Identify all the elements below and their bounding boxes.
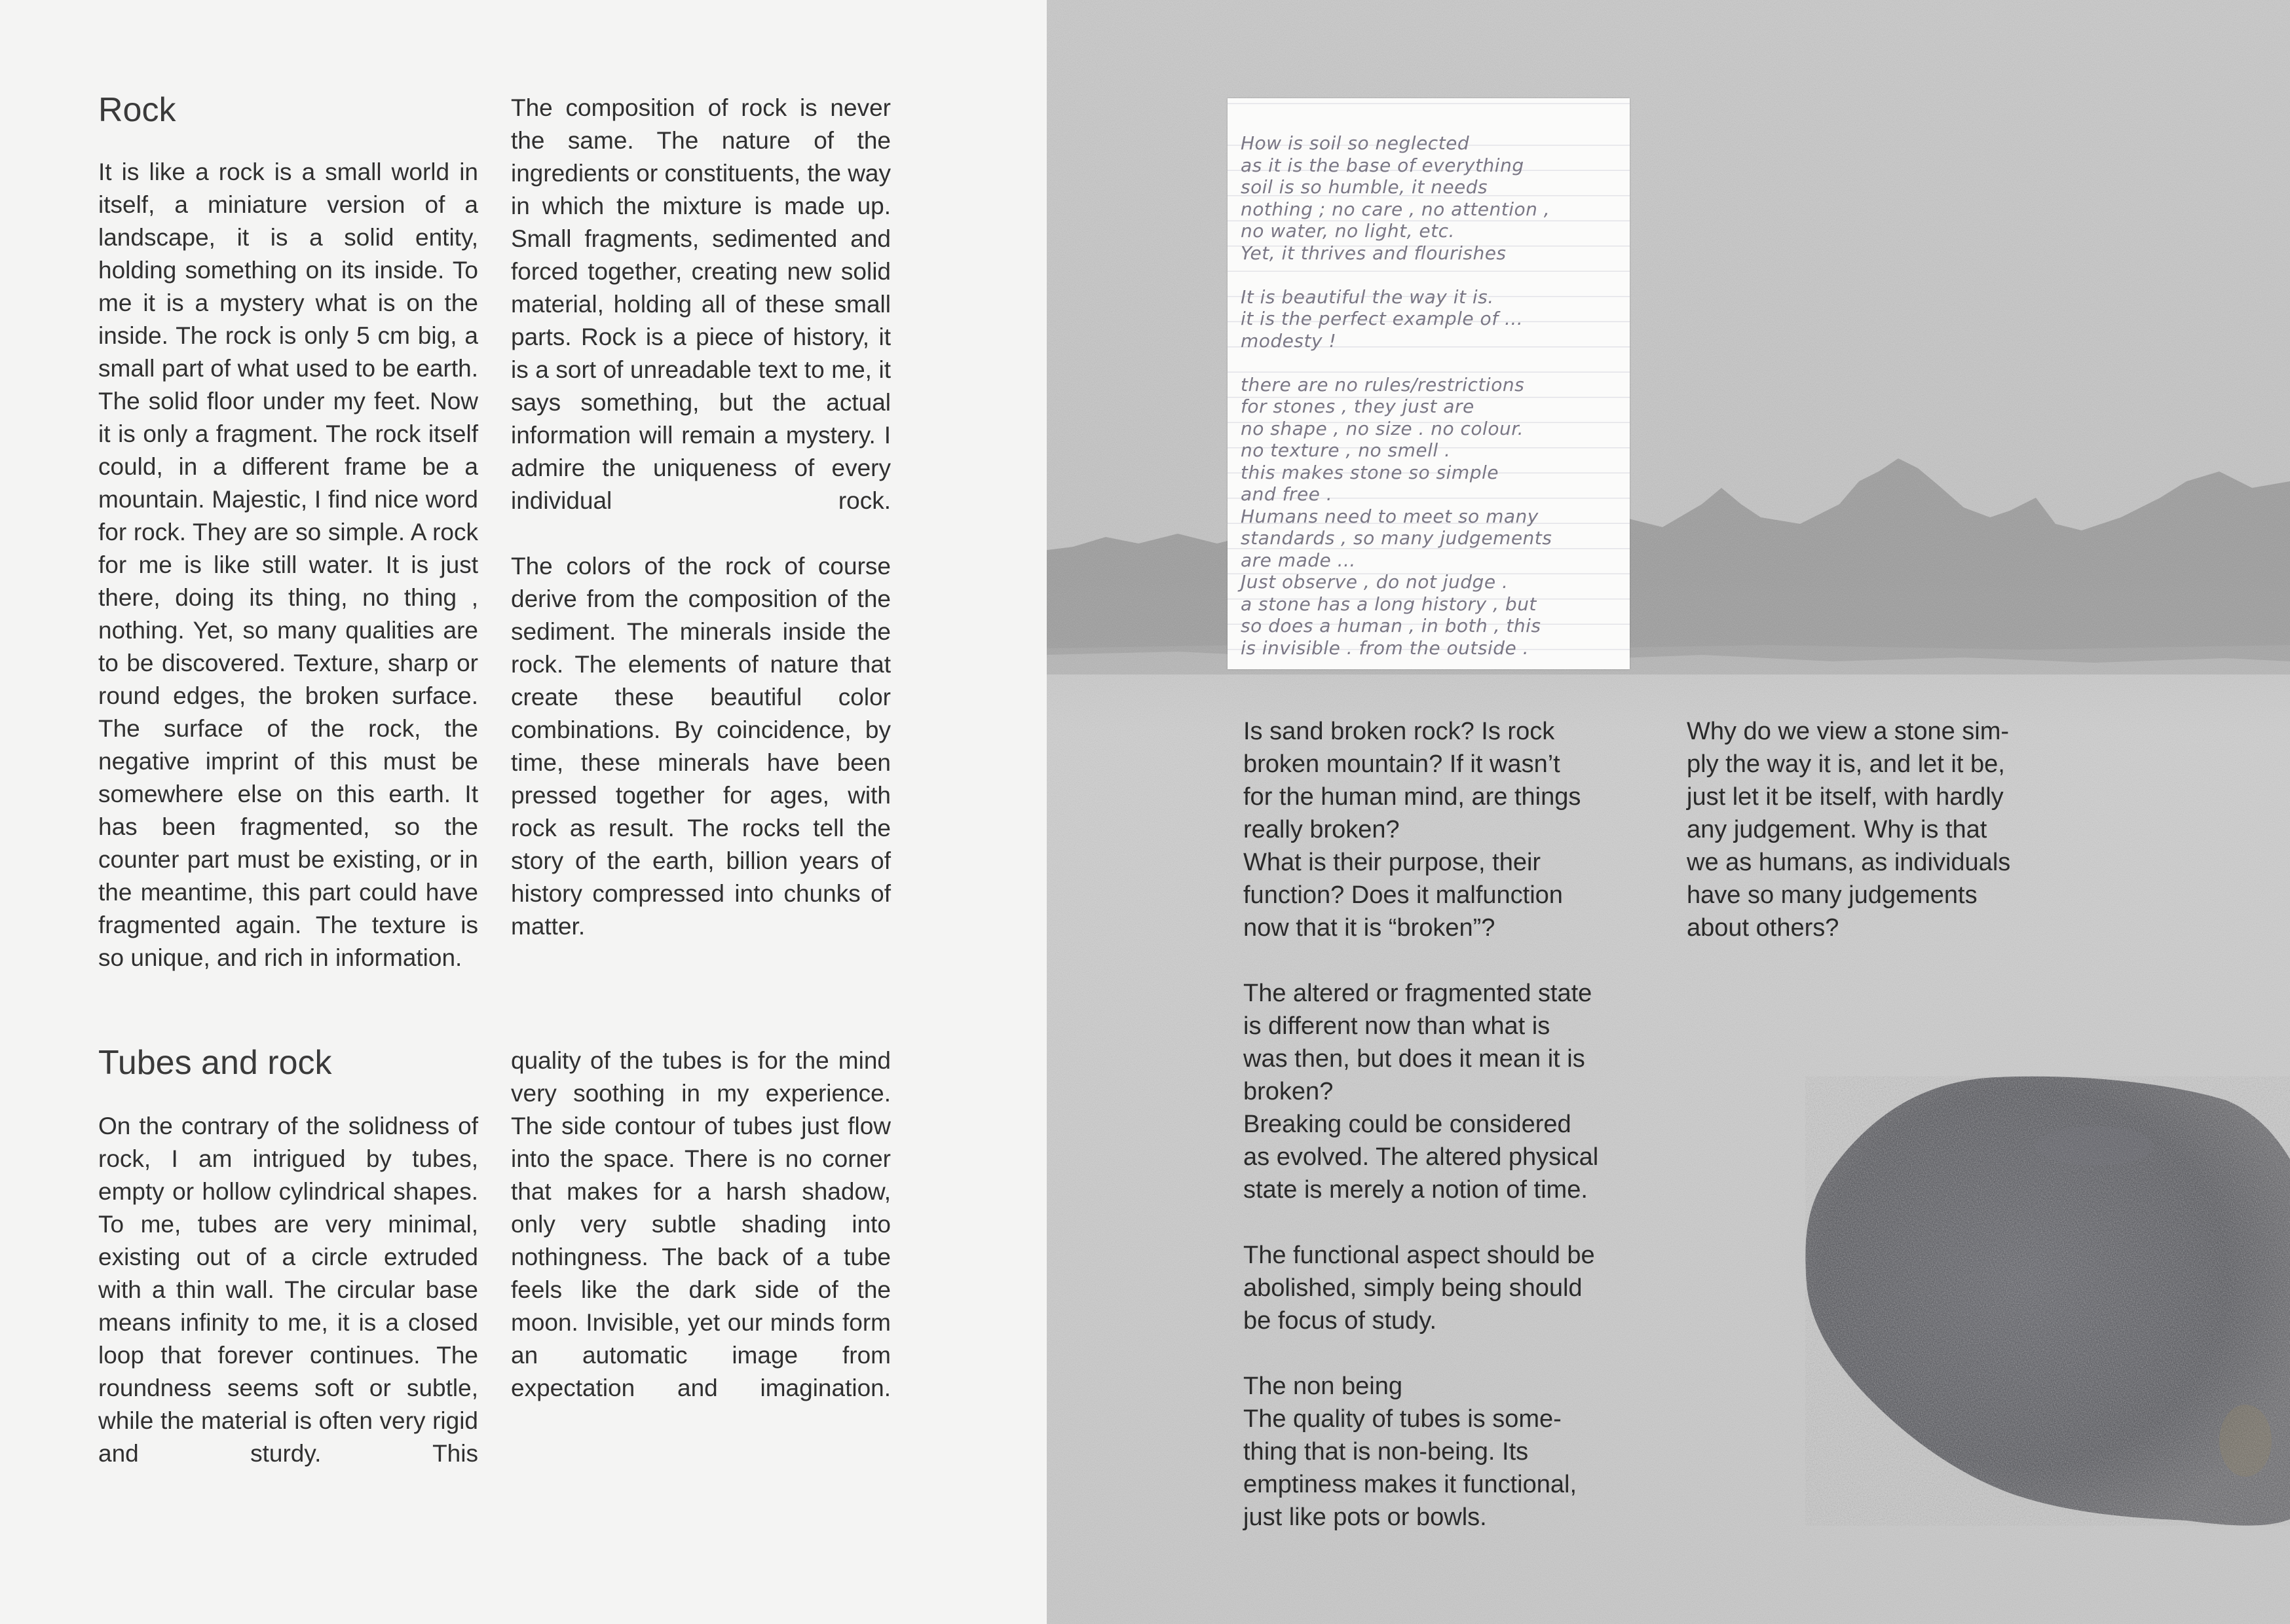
left-page	[0, 0, 1047, 1624]
text-line: just let it be itself, with hardly	[1687, 783, 2004, 811]
functional-aspect-paragraph	[1243, 1239, 1623, 1337]
text-line: emptiness makes it functional,	[1243, 1471, 1577, 1498]
tubes-column-1	[98, 1110, 478, 1470]
note-line: this makes stone so simple	[1241, 461, 1499, 483]
text-line: be focus of study.	[1243, 1307, 1437, 1335]
note-line: How is soil so neglected	[1241, 132, 1470, 154]
rock-col2-p1: The composition of rock is never the same. The nature of the ingredients or constituents, the way in which the mixture is made up. Small fragments, sedimented and forced together, creating new solid material, holding all of these small parts. Rock is a piece of history, it is a sort of unreadable text to me, it says something, but the actual information will remain a mystery. I admire the uniqueness of every individual rock.	[511, 94, 891, 514]
right-column-2	[1687, 715, 2054, 944]
note-line: no shape , no size . no colour.	[1241, 417, 1524, 439]
text-line: The non being	[1243, 1373, 1402, 1400]
note-line: for stones , they just are	[1241, 396, 1474, 417]
rock-col1-text: It is like a rock is a small world in itself, a miniature version of a landscape, it is a solid entity, holding something on its inside. To me it is a mystery what is on the inside. The rock is only 5 cm big, a small part of what used to be earth. The solid floor under my feet. Now it is only a fragment. The rock itself could, in a different frame be a mountain. Majestic, I find nice word for rock. They are so simple. A rock for me is like still water. It is just there, doing its thing, no thing , nothing. Yet, so many qualities are to be discovered. Texture, sharp or round edges, the broken surface. The surface of the rock, the negative imprint of this must be somewhere else on this earth. It has been fragmented, so the counter part must be existing, or in the meantime, this part could have fragmented again. The texture is so unique, and rich in information.	[98, 158, 478, 971]
note-line: Yet, it thrives and flourishes	[1241, 242, 1507, 264]
tubes-column-2	[511, 1044, 891, 1405]
note-line: no texture , no smell .	[1241, 439, 1451, 461]
text-line: about others?	[1687, 914, 1839, 942]
note-line: nothing ; no care , no attention ,	[1241, 198, 1550, 220]
text-line: abolished, simply being should	[1243, 1274, 1583, 1302]
note-line: modesty !	[1241, 329, 1337, 352]
text-line: ply the way it is, and let it be,	[1687, 750, 2005, 778]
note-line: as it is the base of everything	[1241, 154, 1524, 176]
text-line: broken mountain? If it wasn’t	[1243, 750, 1560, 778]
text-line: What is their purpose, their	[1243, 849, 1541, 876]
text-line: The quality of tubes is some-	[1243, 1405, 1562, 1433]
handwritten-note	[1228, 98, 1630, 669]
note-line: It is beautiful the way it is.	[1241, 286, 1494, 308]
note-line: a stone has a long history , but	[1241, 593, 1537, 615]
rock-column-2	[511, 92, 891, 943]
text-line: The functional aspect should be	[1243, 1242, 1595, 1269]
judgement-question-paragraph	[1687, 715, 2054, 944]
rock-heading: Rock	[98, 91, 176, 129]
note-line: so does a human , in both , this	[1241, 615, 1541, 637]
text-line: have so many judgements	[1687, 881, 1978, 909]
text-line: just like pots or bowls.	[1243, 1504, 1487, 1531]
text-line: as evolved. The altered physical	[1243, 1143, 1599, 1171]
tubes-col1-text: On the contrary of the solidness of rock, I am intrigued by tubes, empty or hollow cylindrical shapes. To me, tubes are very minimal, existing out of a circle extruded with a thin wall. The circular base means infinity to me, it is a closed loop that forever continues. The roundness seems soft or subtle, while the material is often very rigid and sturdy. This	[98, 1113, 478, 1467]
note-line	[1241, 352, 1621, 374]
text-line: Breaking could be considered	[1243, 1111, 1571, 1138]
text-line: broken?	[1243, 1078, 1334, 1105]
text-line: was then, but does it mean it is	[1243, 1045, 1585, 1073]
text-line: state is merely a notion of time.	[1243, 1176, 1588, 1204]
text-line: function? Does it malfunction	[1243, 881, 1563, 909]
note-line: and free .	[1241, 483, 1333, 505]
note-line: it is the perfect example of ...	[1241, 308, 1524, 329]
note-line: soil is so humble, it needs	[1241, 176, 1488, 198]
note-line: is invisible . from the outside .	[1241, 637, 1530, 659]
note-line	[1241, 264, 1621, 286]
text-line: really broken?	[1243, 816, 1400, 843]
right-column-1	[1243, 715, 1623, 1534]
rock-column-1	[98, 156, 478, 974]
text-line: for the human mind, are things	[1243, 783, 1581, 811]
text-line: we as humans, as individuals	[1687, 849, 2011, 876]
non-being-paragraph	[1243, 1370, 1623, 1534]
text-line: now that it is “broken”?	[1243, 914, 1495, 942]
tubes-col2-text: quality of the tubes is for the mind very soothing in my experience. The side contour of tubes just flow into the space. There is no corner that makes for a harsh shadow, only very subtle shading into nothingness. The back of a tube feels like the dark side of the moon. Invisible, yet our minds form an automatic image from expectation and imagination.	[511, 1047, 891, 1401]
text-line: is different now than what is	[1243, 1012, 1550, 1040]
tubes-heading: Tubes and rock	[98, 1044, 332, 1082]
broken-rock-questions	[1243, 715, 1623, 944]
note-line: Humans need to meet so many	[1241, 505, 1539, 527]
text-line: any judgement. Why is that	[1687, 816, 1987, 843]
altered-state-paragraph	[1243, 977, 1623, 1206]
handwritten-note-text	[1241, 132, 1621, 659]
note-line: Just observe , do not judge .	[1241, 571, 1509, 593]
text-line: Why do we view a stone sim-	[1687, 718, 2010, 745]
text-line: The altered or fragmented state	[1243, 980, 1592, 1007]
note-line: there are no rules/restrictions	[1241, 373, 1525, 396]
note-line: no water, no light, etc.	[1241, 220, 1455, 242]
note-line: standards , so many judgements	[1241, 527, 1552, 549]
text-line: Is sand broken rock? Is rock	[1243, 718, 1555, 745]
note-line: are made ...	[1241, 549, 1356, 571]
rock-col2-p2: The colors of the rock of course derive from the composition of the sediment. The minerals inside the rock. The elements of nature that create these beautiful color combinations. By coincidence, by time, these minerals have been pressed together for ages, with rock as result. The rocks tell the story of the earth, billion years of history compressed into chunks of matter.	[511, 553, 891, 940]
text-line: thing that is non-being. Its	[1243, 1438, 1529, 1466]
